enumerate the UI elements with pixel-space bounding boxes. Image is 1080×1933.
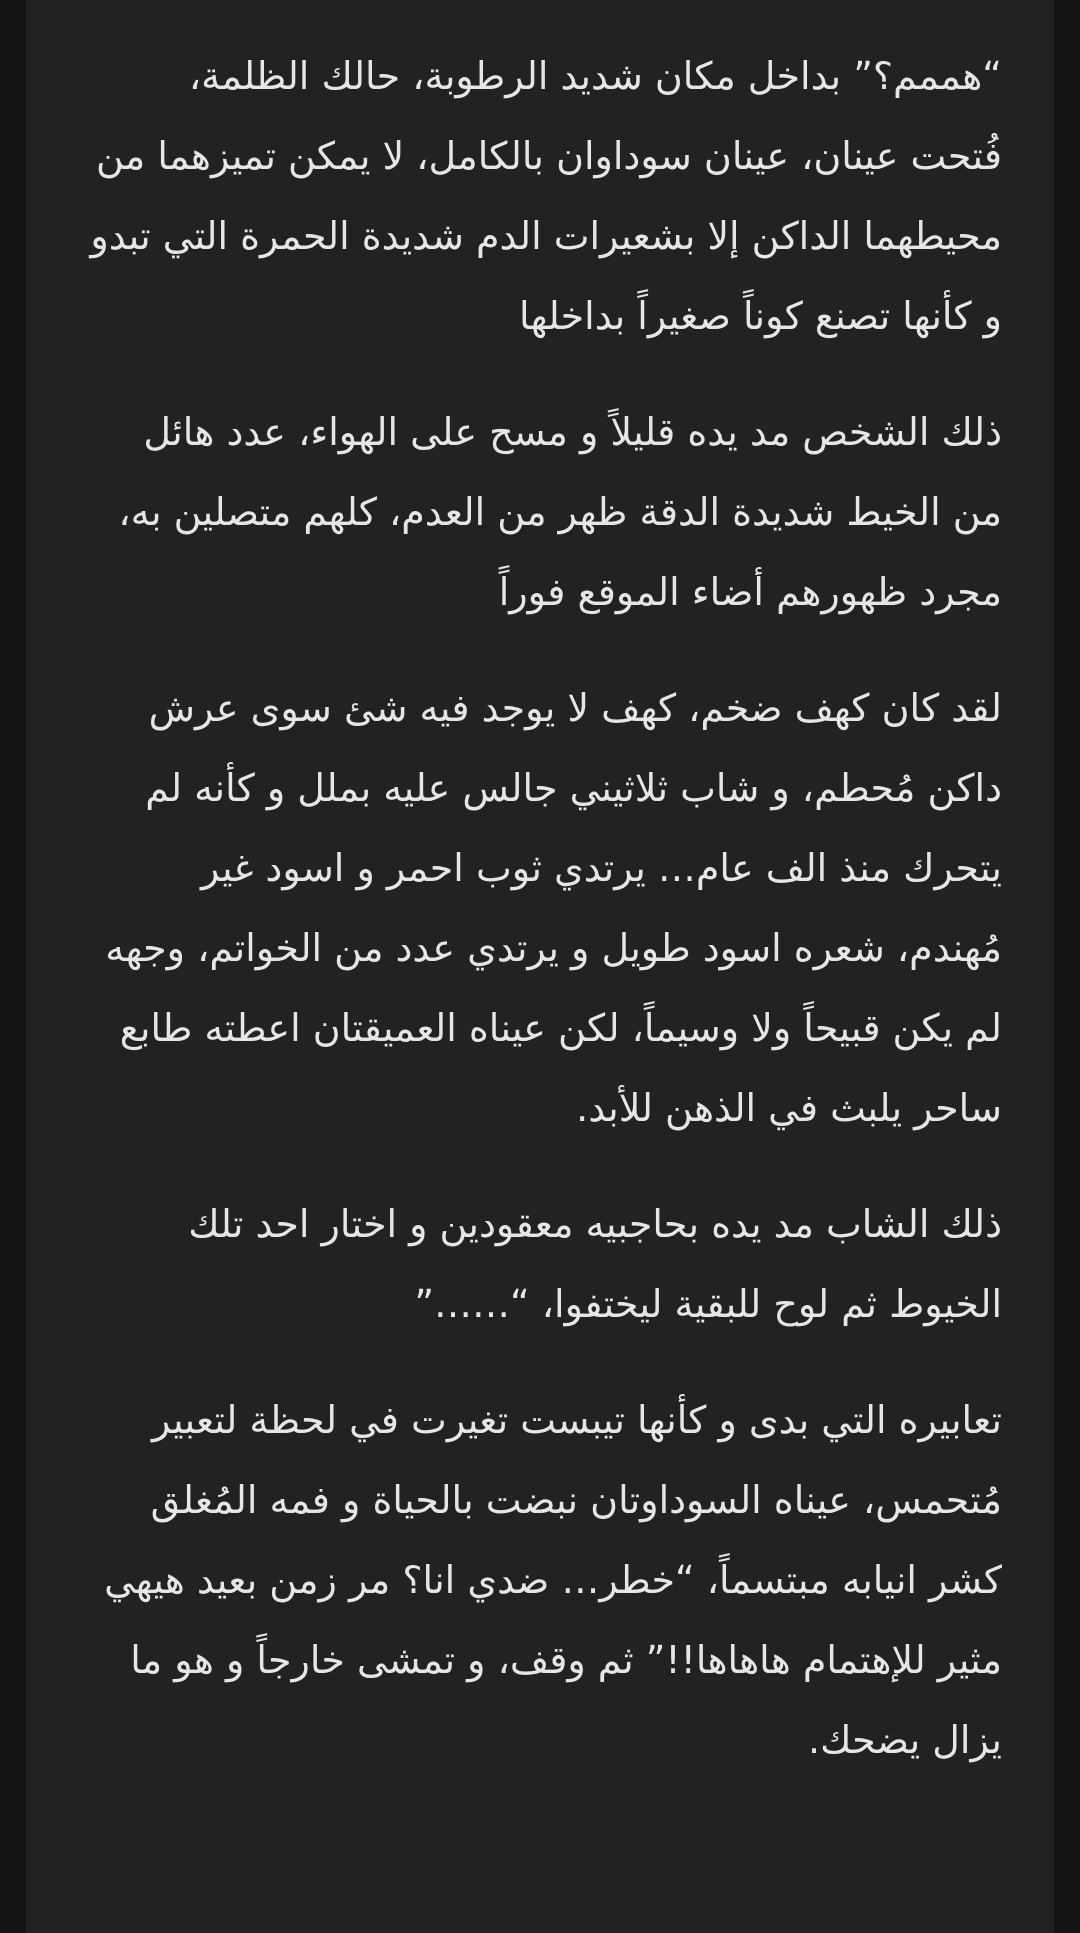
paragraph-4: ذلك الشاب مد يده بحاجبيه معقودين و اختار احد تلك الخيوط ثم لوح للبقية ليختفوا، “……” xyxy=(188,1202,1002,1326)
paragraph-5: تعابيره التي بدى و كأنها تيبست تغيرت في لحظة لتعبير مُتحمس، عيناه السوداوتان نبضت بالحياة و فمه المُغلق كشر انيابه مبتسماً، “خطر… ضدي انا؟ مر زمن بعيد هيهي مثير للإهتمام هاهاها!!” ثم وقف، و تمشى خارجاً و هو ما يزال يضحك. xyxy=(104,1398,1002,1762)
paragraph-2: ذلك الشخص مد يده قليلاً و مسح على الهواء، عدد هائل من الخيط شديدة الدقة ظهر من العدم، كلهم متصلين به، مجرد ظهورهم أضاء الموقع فوراً xyxy=(118,410,1002,614)
paragraph-1: “هممم؟” بداخل مكان شديد الرطوبة، حالك الظلمة، فُتحت عينان، عينان سوداوان بالكامل، لا يمكن تميزهما من محيطهما الداكن إلا بشعيرات الدم شديدة الحمرة التي تبدو و كأنها تصنع كوناً صغيراً بداخلها xyxy=(90,54,1002,338)
reader-panel[interactable] xyxy=(26,0,1054,1933)
paragraph-3: لقد كان كهف ضخم، كهف لا يوجد فيه شئ سوى عرش داكن مُحطم، و شاب ثلاثيني جالس عليه بملل و كأنه لم يتحرك منذ الف عام… يرتدي ثوب احمر و اسود غير مُهندم، شعره اسود طويل و يرتدي عدد من الخواتم، وجهه لم يكن قبيحاً ولا وسيماً، لكن عيناه العميقتان اعطته طابع ساحر يلبث في الذهن للأبد. xyxy=(105,686,1002,1130)
story-text xyxy=(88,36,1002,1780)
